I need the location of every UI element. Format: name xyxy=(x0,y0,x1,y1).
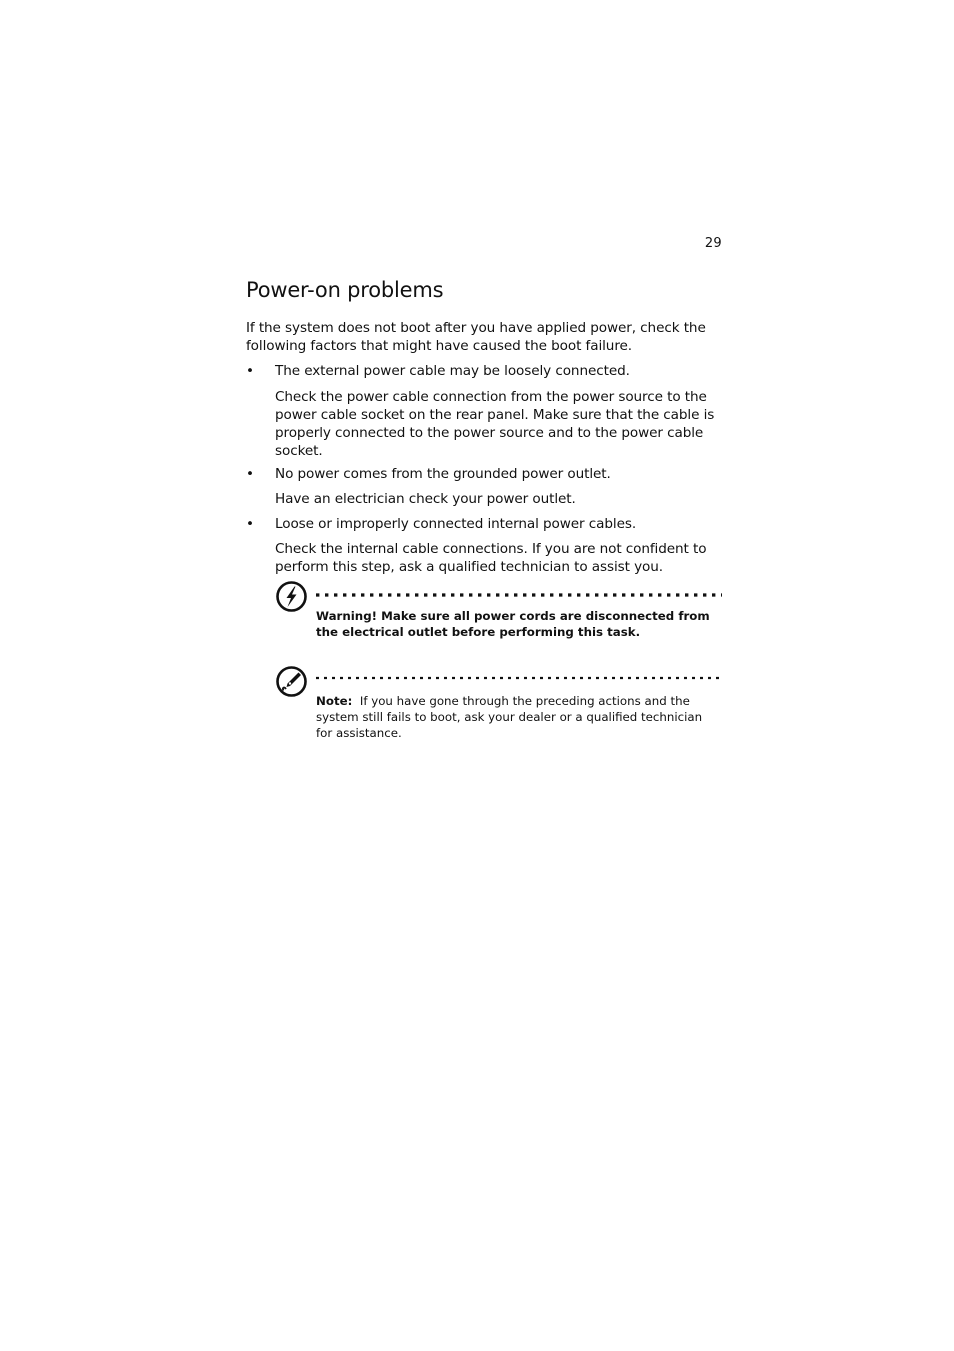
intro-line: If the system does not boot after you have applied power, check the xyxy=(246,320,706,336)
warning-text xyxy=(316,608,716,640)
dotted-separator xyxy=(316,593,722,597)
note-label: Note: xyxy=(316,694,353,708)
bullet: • xyxy=(246,516,255,532)
note-pen-icon xyxy=(275,665,308,698)
warning-lightning-icon xyxy=(275,580,308,613)
body-line: Check the internal cable connections. If you are not confident to xyxy=(275,541,707,557)
note-line: for assistance. xyxy=(316,726,402,740)
dotted-separator xyxy=(316,676,722,680)
body-line: power cable socket on the rear panel. Make sure that the cable is xyxy=(275,407,715,423)
note-text xyxy=(316,693,716,741)
list-item-heading: Loose or improperly connected internal power cables. xyxy=(275,516,637,532)
warning-line: Warning! Make sure all power cords are disconnected from xyxy=(316,609,710,623)
note-line: system still fails to boot, ask your dealer or a qualified technician xyxy=(316,710,703,724)
note-line xyxy=(316,693,716,709)
page-title: Power-on problems xyxy=(246,278,444,302)
intro-paragraph xyxy=(246,319,706,355)
list-item-heading: No power comes from the grounded power outlet. xyxy=(275,466,611,482)
list-item-body xyxy=(275,490,576,508)
body-line: Have an electrician check your power outlet. xyxy=(275,491,576,507)
bullet: • xyxy=(246,363,255,379)
list-item-heading: The external power cable may be loosely connected. xyxy=(275,363,630,379)
bullet: • xyxy=(246,466,255,482)
list-item-body xyxy=(275,540,706,576)
intro-line: following factors that might have caused the boot failure. xyxy=(246,338,632,354)
note-line-text: If you have gone through the preceding actions and the xyxy=(352,694,690,708)
body-line: socket. xyxy=(275,443,323,459)
body-line: properly connected to the power source and to the power cable xyxy=(275,425,704,441)
page-number: 29 xyxy=(704,236,722,251)
body-line: Check the power cable connection from the power source to the xyxy=(275,389,707,405)
body-line: perform this step, ask a qualified technician to assist you. xyxy=(275,559,663,575)
list-item-body xyxy=(275,388,714,460)
warning-line: the electrical outlet before performing this task. xyxy=(316,625,641,639)
